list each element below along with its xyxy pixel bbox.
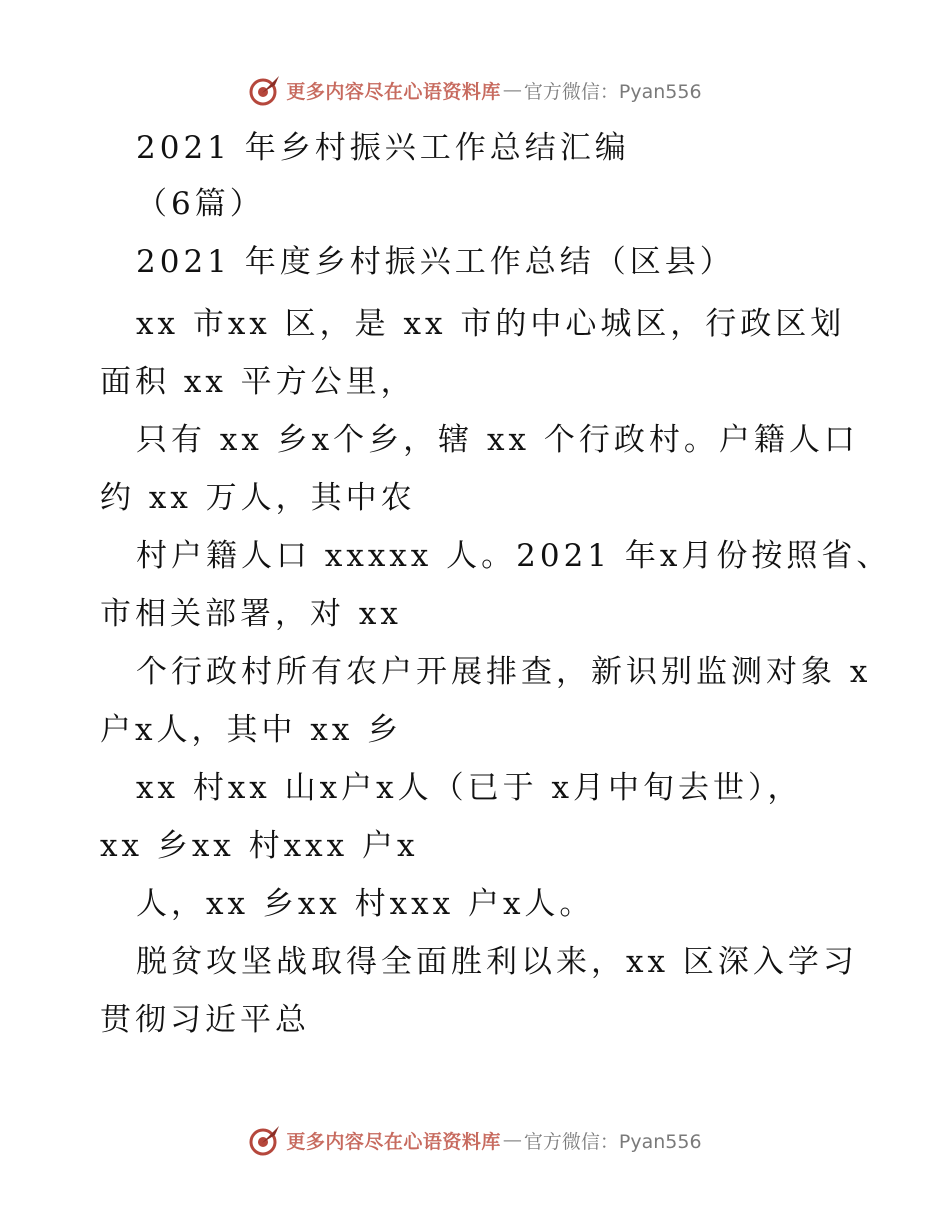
watermark-text: 更多内容尽在心语资料库: [286, 80, 501, 103]
watermark-dash: —: [502, 79, 522, 101]
paragraph-line: xx 市xx 区，是 xx 市的中心城区，行政区划: [136, 306, 846, 342]
watermark-text: 更多内容尽在心语资料库: [286, 1130, 501, 1153]
paragraph-line: 只有 xx 乡x个乡，辖 xx 个行政村。户籍人口: [136, 422, 859, 458]
watermark-dash: —: [502, 1129, 522, 1151]
watermark-wechat: 官方微信：Pyan556: [523, 1130, 702, 1153]
paragraph-line: 市相关部署，对 xx: [100, 596, 402, 632]
paragraph-line: 个行政村所有农户开展排查，新识别监测对象 x: [136, 654, 872, 690]
paragraph-line: xx 乡xx 村xxx 户x: [100, 828, 419, 864]
doc-subtitle: （6篇）: [136, 186, 265, 222]
doc-title: 2021 年乡村振兴工作总结汇编: [136, 130, 630, 166]
paragraph-line: 贯彻习近平总: [100, 1002, 310, 1038]
section-heading: 2021 年度乡村振兴工作总结（区县）: [136, 244, 735, 280]
paragraph-line: xx 村xx 山x户x人（已于 x月中旬去世），: [136, 770, 803, 806]
paragraph-line: 村户籍人口 xxxxx 人。2021 年x月份按照省、: [136, 538, 892, 574]
header-watermark: [0, 72, 950, 108]
footer-watermark: [0, 1122, 950, 1158]
paragraph-line: 脱贫攻坚战取得全面胜利以来，xx 区深入学习: [136, 944, 858, 980]
paragraph-line: 人，xx 乡xx 村xxx 户x人。: [136, 886, 595, 922]
paragraph-line: 面积 xx 平方公里，: [100, 364, 416, 400]
paragraph-line: 约 xx 万人，其中农: [100, 480, 416, 516]
watermark-wechat: 官方微信：Pyan556: [523, 80, 702, 103]
paragraph-line: 户x人，其中 xx 乡: [100, 712, 403, 748]
quill-logo-icon: [248, 1123, 282, 1157]
quill-logo-icon: [248, 73, 282, 107]
